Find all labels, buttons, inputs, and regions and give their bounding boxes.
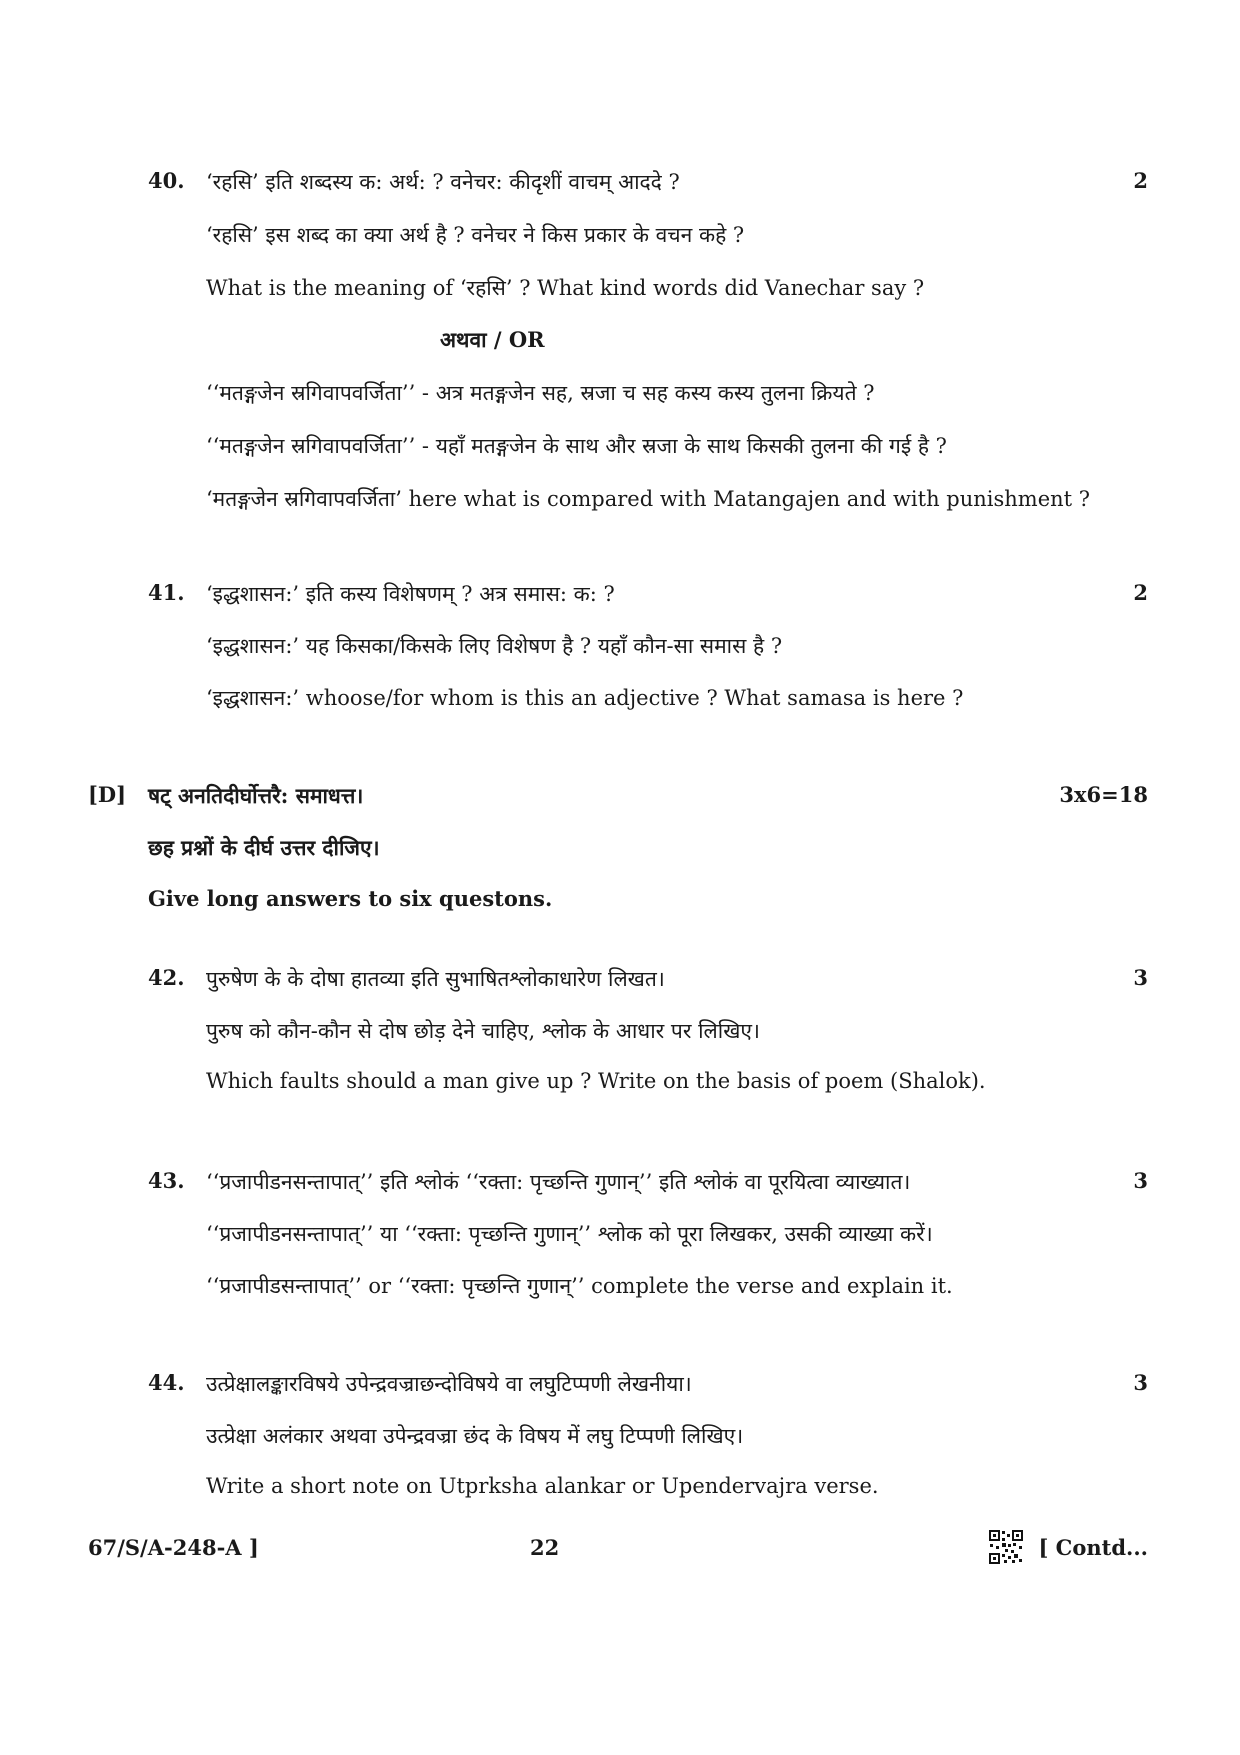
or-label: अथवा / OR [440, 327, 545, 352]
question-line-hindi: पुरुष को कौन-कौन से दोष छोड़ देने चाहिए, श्लोक के आधार पर लिखिए। [206, 1019, 760, 1043]
continued-label: [ Contd... [1038, 1535, 1148, 1560]
section-instruction-english: Give long answers to six questons. [148, 886, 553, 911]
or-line-sanskrit: ‘‘मतङ्गजेन स्रगिवापवर्जिता’’ - अत्र मतङ्गजेन सह, स्रजा च सह कस्य कस्य तुलना क्रियते ? [206, 381, 875, 405]
question-marks: 3 [1133, 965, 1148, 990]
qr-code-icon [988, 1529, 1024, 1565]
question-line-sanskrit: पुरुषेण के के दोषा हातव्या इति सुभाषितश्लोकाधारेण लिखत। [206, 967, 665, 991]
question-number: 44. [148, 1370, 185, 1395]
section-marks: 3x6=18 [1059, 782, 1148, 807]
question-line-hindi: ‘‘प्रजापीडनसन्तापात्’’ या ‘‘रक्ता: पृच्छन्ति गुणान्’’ श्लोक को पूरा लिखकर, उसकी व्याख्या करें। [206, 1222, 933, 1246]
question-line-english: Write a short note on Utprksha alankar or Upendervajra verse. [206, 1474, 879, 1498]
or-line-english: ‘मतङ्गजेन स्रगिवापवर्जिता’ here what is compared with Matangajen and with punishment ? [206, 487, 1091, 511]
question-line-hindi: ‘रहसि’ इस शब्द का क्या अर्थ है ? वनेचर ने किस प्रकार के वचन कहे ? [206, 223, 745, 247]
question-line-hindi: ‘इद्धशासन:’ यह किसका/किसके लिए विशेषण है ? यहाँ कौन-सा समास है ? [206, 634, 783, 658]
question-marks: 2 [1133, 580, 1148, 605]
or-line-hindi: ‘‘मतङ्गजेन स्रगिवापवर्जिता’’ - यहाँ मतङ्गजेन के साथ और स्रजा के साथ किसकी तुलना की गई है ? [206, 434, 947, 458]
question-line-sanskrit: ‘इद्धशासन:’ इति कस्य विशेषणम् ? अत्र समास: क: ? [206, 582, 615, 606]
question-line-hindi: उत्प्रेक्षा अलंकार अथवा उपेन्द्रवज्रा छंद के विषय में लघु टिप्पणी लिखिए। [206, 1424, 744, 1448]
section-instruction-hindi: छह प्रश्नों के दीर्घ उत्तर दीजिए। [148, 835, 380, 860]
question-marks: 3 [1133, 1168, 1148, 1193]
question-line-sanskrit: ‘‘प्रजापीडनसन्तापात्’’ इति श्लोकं ‘‘रक्ता: पृच्छन्ति गुणान्’’ इति श्लोकं वा पूरयित्वा व्याख्यात। [206, 1170, 911, 1194]
question-number: 42. [148, 965, 185, 990]
question-line-english: What is the meaning of ‘रहसि’ ? What kind words did Vanechar say ? [206, 276, 925, 300]
section-tag: [D] [88, 782, 127, 807]
question-line-english: ‘इद्धशासन:’ whoose/for whom is this an adjective ? What samasa is here ? [206, 686, 964, 710]
question-line-sanskrit: ‘रहसि’ इति शब्दस्य क: अर्थ: ? वनेचर: कीदृशीं वाचम् आददे ? [206, 170, 680, 194]
question-marks: 3 [1133, 1370, 1148, 1395]
question-line-english: Which faults should a man give up ? Write on the basis of poem (Shalok). [206, 1069, 986, 1093]
question-line-sanskrit: उत्प्रेक्षालङ्कारविषये उपेन्द्रवज्राछन्दोविषये वा लघुटिप्पणी लेखनीया। [206, 1372, 692, 1396]
paper-code: 67/S/A-248-A ] [88, 1535, 259, 1560]
page-number: 22 [530, 1535, 560, 1560]
question-number: 41. [148, 580, 185, 605]
question-number: 40. [148, 168, 185, 193]
question-line-english: ‘‘प्रजापीडसन्तापात्’’ or ‘‘रक्ता: पृच्छन्ति गुणान्’’ complete the verse and explain it. [206, 1274, 953, 1298]
question-number: 43. [148, 1168, 185, 1193]
page-footer [88, 1535, 1148, 1571]
question-marks: 2 [1133, 168, 1148, 193]
section-instruction-sanskrit: षट् अनतिदीर्घोत्तरै: समाधत्त। [148, 783, 364, 808]
